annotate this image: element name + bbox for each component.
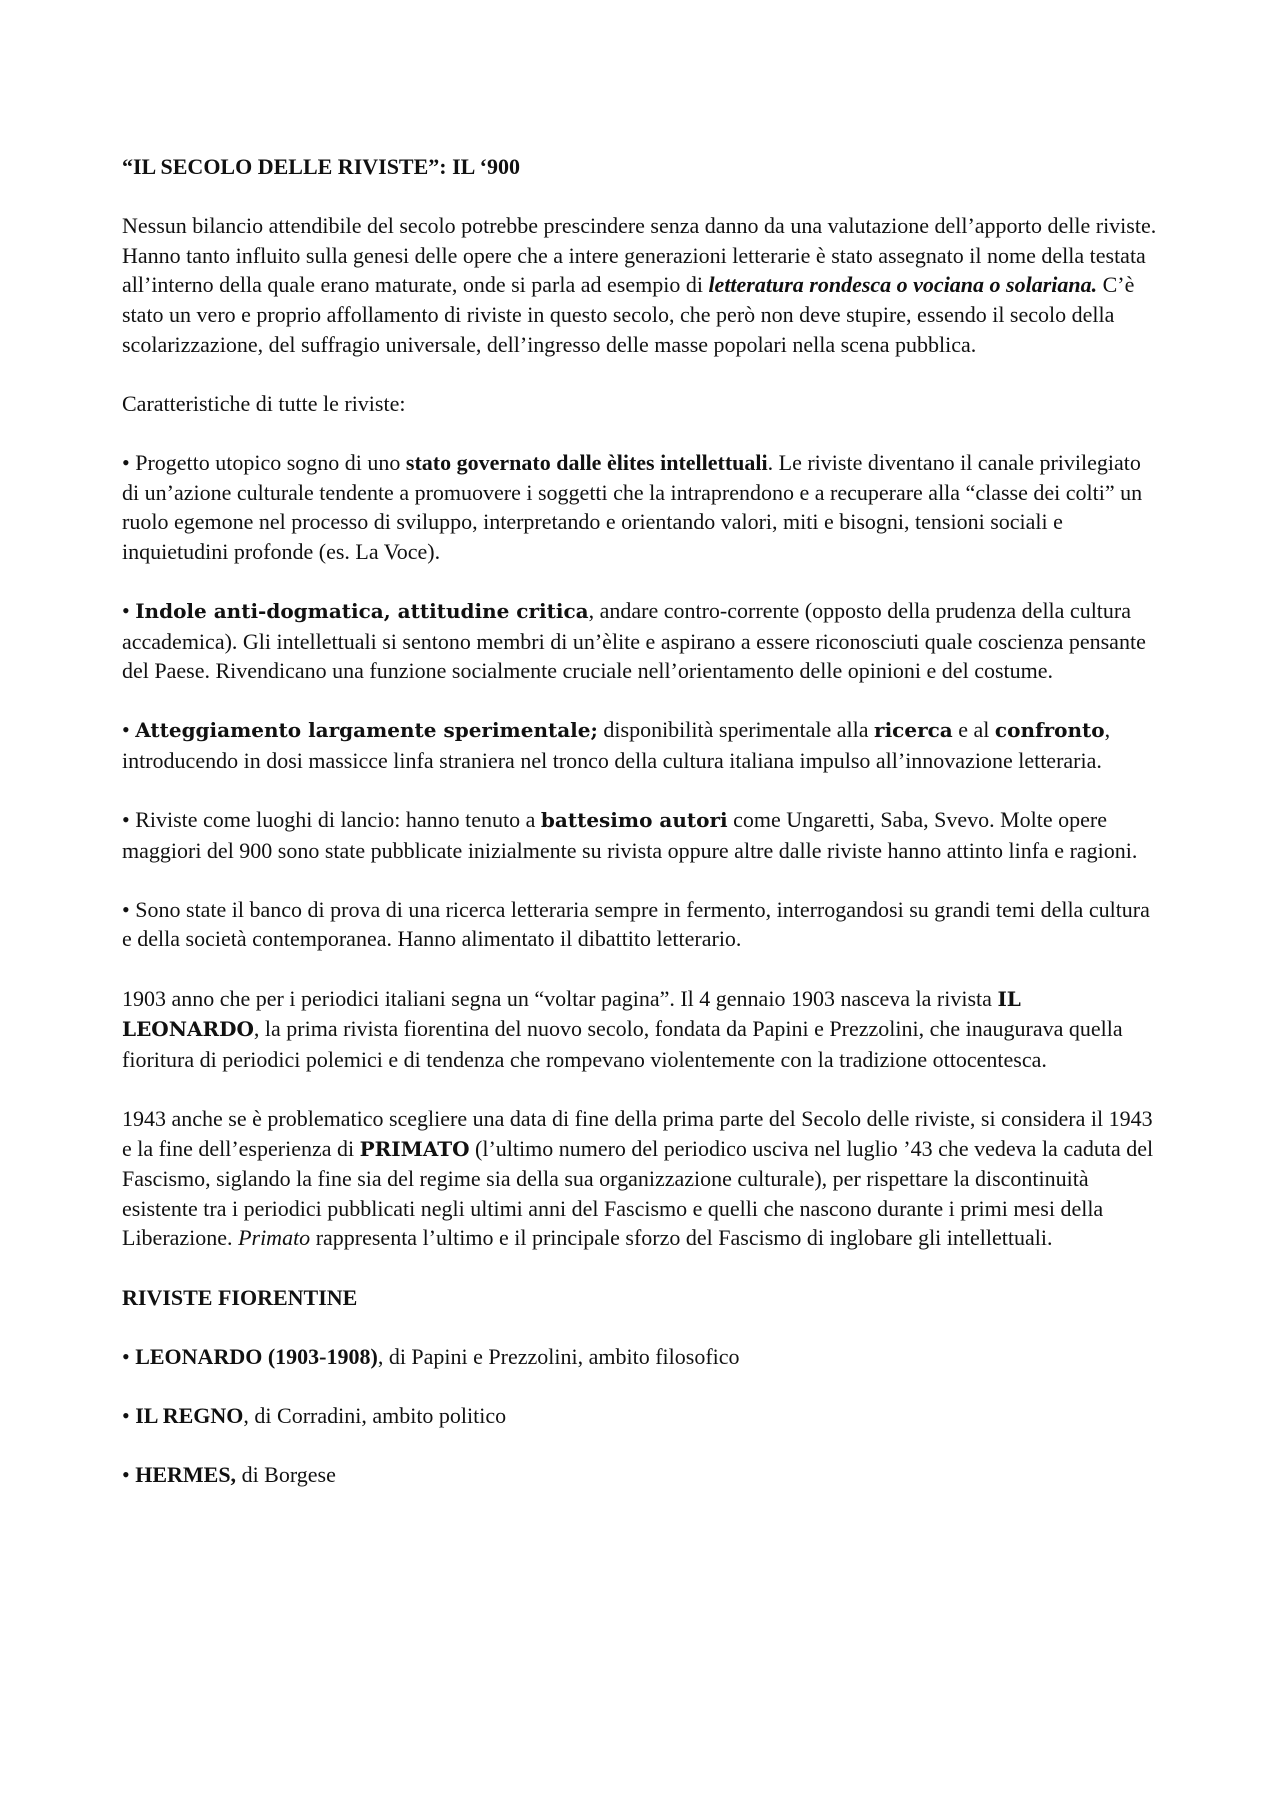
paragraph-1903-text-2: , la prima rivista fiorentina del nuovo secolo, fondata da Papini e Prezzolini, che inaugurava quella fioritura di periodici polemici e di tendenza che rompevano violentemente con la tradizione ottocentesca. <box>122 1016 1123 1072</box>
bullet-experimental-ricerca: ricerca <box>874 718 953 743</box>
list-item <box>122 1401 1162 1431</box>
bullet-experimental-text-3: , introducendo in dosi massicce linfa straniera nel tronco della cultura italiana impulso all’innovazione letteraria. <box>122 717 1111 773</box>
list-item-name: IL REGNO <box>135 1402 244 1428</box>
bullet-experimental <box>122 715 1162 775</box>
list-item-marker: • <box>122 1462 136 1488</box>
intro-text-2: C’è stato un vero e proprio affollamento di riviste in questo secolo, che però non deve stupire, essendo il secolo della scolarizzazione, del suffragio universale, dell’ingresso delle masse popolari nella scena pubblica. <box>122 272 1135 357</box>
bullet-testing-ground: • Sono state il banco di prova di una ricerca letteraria sempre in fermento, interrogandosi su grandi temi della cultura e della società contemporanea. Hanno alimentato il dibattito letterario. <box>122 896 1150 952</box>
paragraph-1903 <box>122 984 1162 1075</box>
list-item <box>122 1342 1162 1372</box>
list-item <box>122 1460 1162 1490</box>
list-item-name: LEONARDO (1903-1908) <box>135 1343 378 1369</box>
bullet-utopia-text-2: . Le riviste diventano il canale privilegiato di un’azione culturale tendente a promuovere i soggetti che la intraprendono e a recuperare alla “classe dei colti” un ruolo egemone nel processo di sviluppo, interpretando e orientando valori, miti e bisogni, tensioni sociali e inquietudini profonde (es. La Voce). <box>122 449 1143 564</box>
bullet-launch <box>122 805 1162 865</box>
list-item-marker: • <box>122 1343 136 1369</box>
paragraph-1943-primato: PRIMATO <box>359 1136 470 1161</box>
paragraph-1943-primato-italic: Primato <box>238 1225 311 1251</box>
bullet-anti-dogmatic-bold: Indole anti-dogmatica, attitudine critica <box>135 598 589 623</box>
bullet-anti-dogmatic <box>122 596 1162 686</box>
bullet-launch-text-1: • Riviste come luoghi di lancio: hanno tenuto a <box>122 807 541 833</box>
bullet-experimental-confronto: confronto <box>994 718 1105 743</box>
bullet-experimental-marker: • <box>122 717 136 743</box>
bullet-utopia-bold: stato governato dalle èlites intellettuali <box>405 449 768 475</box>
list-item-text: , di Papini e Prezzolini, ambito filosofico <box>377 1343 740 1369</box>
bullet-launch-bold: battesimo autori <box>540 808 728 833</box>
paragraph-1943-text-1: 1943 anche se è problematico scegliere una data di fine della prima parte del Secolo delle riviste, si considera il 1943 e la fine dell’esperienza di <box>122 1106 1153 1161</box>
intro-text-1: Nessun bilancio attendibile del secolo potrebbe prescindere senza danno da una valutazione dell’apporto delle riviste. Hanno tanto influito sulla genesi delle opere che a intere generazioni letterarie è stato assegnato il nome della testata all’interno della quale erano maturate, onde si parla ad esempio di <box>122 213 1157 298</box>
document-title: “IL SECOLO DELLE RIVISTE”: IL ‘900 <box>122 154 520 179</box>
paragraph-1903-leonardo: IL LEONARDO <box>122 986 1021 1042</box>
bullet-utopia-text-1: • Progetto utopico sogno di uno <box>122 449 406 475</box>
bullet-experimental-bold: Atteggiamento largamente sperimentale; <box>135 718 598 743</box>
bullet-experimental-text-1: disponibilità sperimentale alla <box>597 717 875 743</box>
list-item-text: , di Corradini, ambito politico <box>243 1402 507 1428</box>
paragraph-1943-text-2: (l’ultimo numero del periodico usciva nel luglio ’43 che vedeva la caduta del Fascismo, siglando la fine sia del regime sia della sua organizzazione culturale), per rispettare la discontinuità esistente tra i periodici pubblicati negli ultimi anni del Fascismo e quelli che nascono durante i primi mesi della Liberazione. <box>122 1135 1154 1251</box>
intro-emphasis: letteratura rondesca o vociana o solariana. <box>708 272 1098 298</box>
list-item-name: HERMES, <box>135 1462 237 1488</box>
list-item-marker: • <box>122 1402 136 1428</box>
bullet-anti-dogmatic-text: , andare contro-corrente (opposto della prudenza della cultura accademica). Gli intellettuali si sentono membri di un’èlite e aspirano a essere riconosciuti quale coscienza pensante del Paese. Rivendicano una funzione socialmente cruciale nell’orientamento delle opinioni e del costume. <box>122 597 1146 684</box>
intro-paragraph <box>122 211 1162 359</box>
bullet-experimental-text-2: e al <box>952 717 995 743</box>
characteristics-heading: Caratteristiche di tutte le riviste: <box>122 390 406 416</box>
document-page <box>122 152 1162 1519</box>
list-item-text: di Borgese <box>236 1462 336 1488</box>
bullet-utopia <box>122 448 1162 566</box>
paragraph-1903-text-1: 1903 anno che per i periodici italiani segna un “voltar pagina”. Il 4 gennaio 1903 nasceva la rivista <box>122 985 998 1011</box>
section-heading-riviste-fiorentine: RIVISTE FIORENTINE <box>122 1284 358 1310</box>
paragraph-1943-text-3: rappresenta l’ultimo e il principale sforzo del Fascismo di inglobare gli intellettuali. <box>310 1225 1053 1251</box>
bullet-launch-text-2: come Ungaretti, Saba, Svevo. Molte opere maggiori del 900 sono state pubblicate inizialmente su rivista oppure altre dalle riviste hanno attinto linfa e ragioni. <box>122 807 1138 863</box>
paragraph-1943 <box>122 1104 1162 1253</box>
bullet-anti-dogmatic-marker: • <box>122 597 136 623</box>
